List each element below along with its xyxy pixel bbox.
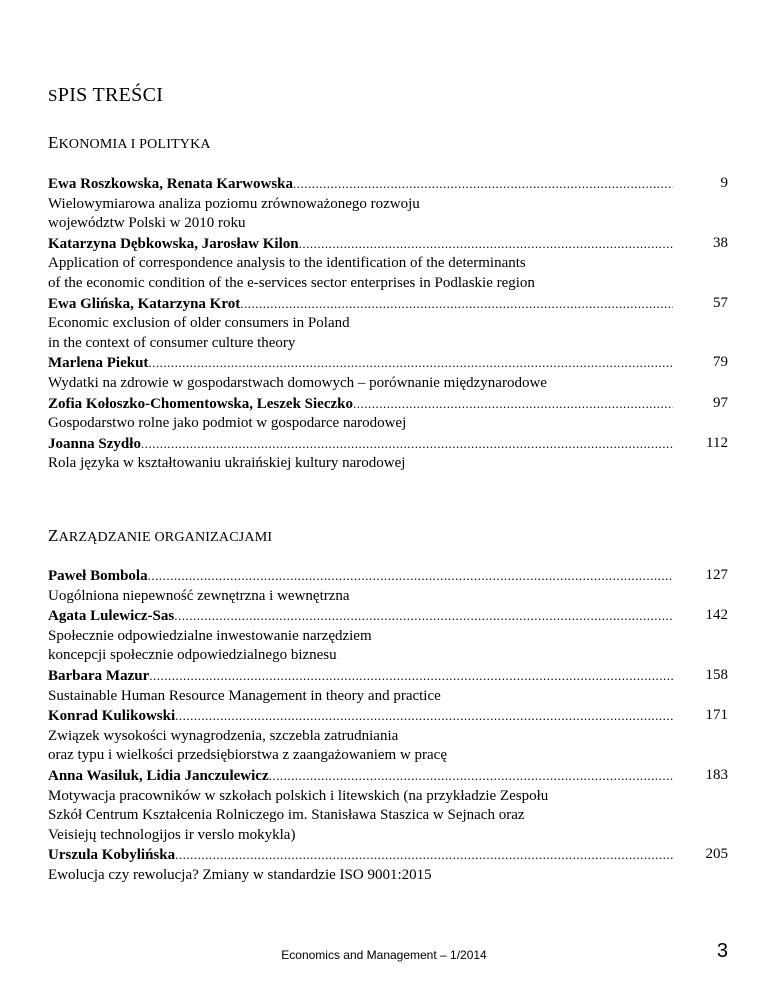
toc-entry[interactable] <box>48 353 728 393</box>
entry-author-line <box>48 606 673 627</box>
toc-entry[interactable] <box>48 706 728 766</box>
entry-authors: Anna Wasiluk, Lidia Janczulewicz <box>48 767 269 784</box>
toc-entry[interactable] <box>48 666 728 706</box>
entry-authors: Ewa Roszkowska, Renata Karwowska <box>48 176 294 192</box>
page-title <box>48 84 163 107</box>
dot-leader <box>148 566 673 586</box>
dot-leader <box>148 353 673 373</box>
toc-entry[interactable] <box>48 394 728 434</box>
entry-page-number: 112 <box>706 434 728 451</box>
entry-title: Gospodarstwo rolne jako podmiot w gospodarce narodowej <box>48 415 407 432</box>
entry-page-number: 127 <box>705 567 728 583</box>
entry-authors: Barbara Mazur <box>48 667 150 684</box>
section-heading-initial: Z <box>48 526 59 545</box>
dot-leader <box>293 174 673 194</box>
entry-authors: Joanna Szydło <box>48 435 141 452</box>
entry-page-number: 205 <box>705 846 728 863</box>
toc-entry[interactable] <box>48 174 728 234</box>
toc-entry[interactable] <box>48 566 728 606</box>
entry-author-line <box>48 394 673 415</box>
entry-page-number: 38 <box>713 234 728 251</box>
entry-authors: Zofia Kołoszko-Chomentowska, Leszek Sieczko <box>48 395 353 412</box>
entry-page-number: 171 <box>705 707 728 724</box>
entry-title: Społecznie odpowiedzialne inwestowanie narzędziem koncepcji społecznie odpowiedzialnego biznesu <box>48 627 372 664</box>
dot-leader <box>175 845 673 865</box>
dot-leader <box>174 606 673 626</box>
entry-author-line <box>48 666 673 687</box>
entry-author-line <box>48 566 673 587</box>
dot-leader <box>175 706 673 726</box>
toc-entry[interactable] <box>48 766 728 845</box>
section-heading-rest: ARZĄDZANIE ORGANIZACJAMI <box>58 530 273 545</box>
page-title-rest: PIS TREŚCI <box>57 84 164 106</box>
entry-title: Economic exclusion of older consumers in Poland in the context of consumer culture theory <box>48 315 350 351</box>
entry-authors: Paweł Bombola <box>48 568 148 584</box>
entry-authors: Konrad Kulikowski <box>48 708 176 725</box>
dot-leader <box>353 394 673 414</box>
dot-leader <box>240 294 673 314</box>
entry-authors: Katarzyna Dębkowska, Jarosław Kilon <box>48 235 299 252</box>
section-heading-rest: KONOMIA I POLITYKA <box>58 137 211 152</box>
toc-entry[interactable] <box>48 845 728 885</box>
entry-title: Uogólniona niepewność zewnętrzna i wewnętrzna <box>48 587 350 604</box>
entry-author-line <box>48 845 673 866</box>
entry-author-line <box>48 434 673 455</box>
toc-entry[interactable] <box>48 606 728 666</box>
entry-author-line <box>48 706 673 727</box>
footer-journal-name: Economics and Management – 1/2014 <box>281 948 487 962</box>
entry-title: Motywacja pracowników w szkołach polskich i litewskich (na przykładzie Zespołu Szkół Centrum Kształcenia Rolniczego im. Stanisława Staszica w Sejnach oraz Veisiejų technologijos ir verslo mokykla) <box>48 787 549 843</box>
entry-authors: Urszula Kobylińska <box>48 847 176 864</box>
dot-leader <box>299 234 673 254</box>
page-title-initial: S <box>48 86 58 105</box>
entry-author-line <box>48 174 673 195</box>
toc-section-ekonomia <box>48 174 728 474</box>
entry-page-number: 79 <box>713 354 728 371</box>
entry-page-number: 158 <box>705 666 728 683</box>
section-heading-ekonomia <box>48 133 211 153</box>
entry-page-number: 97 <box>713 394 728 411</box>
footer-page-number: 3 <box>716 940 728 962</box>
entry-authors: Ewa Glińska, Katarzyna Krot <box>48 295 241 312</box>
entry-title: Application of correspondence analysis to the identification of the determinants of the economic condition of the e-services sector enterprises in Podlaskie region <box>48 255 535 291</box>
entry-author-line <box>48 766 673 787</box>
entry-page-number: 142 <box>705 607 728 624</box>
entry-title: Związek wysokości wynagrodzenia, szczebla zatrudniania oraz typu i wielkości przedsiębiorstwa z zaangażowaniem w pracę <box>48 727 447 764</box>
toc-entry[interactable] <box>48 434 728 474</box>
entry-authors: Agata Lulewicz-Sas <box>48 608 175 625</box>
dot-leader <box>149 666 673 686</box>
entry-author-line <box>48 353 673 374</box>
entry-page-number: 57 <box>713 294 728 311</box>
entry-title: Rola języka w kształtowaniu ukraińskiej kultury narodowej <box>48 455 406 472</box>
dot-leader <box>141 434 673 454</box>
section-heading-initial: E <box>48 133 59 152</box>
entry-page-number: 183 <box>705 766 728 783</box>
entry-title: Sustainable Human Resource Management in theory and practice <box>48 687 441 704</box>
entry-authors: Marlena Piekut <box>48 355 149 372</box>
toc-section-zarzadzanie <box>48 566 728 886</box>
entry-author-line <box>48 234 673 255</box>
entry-title: Wydatki na zdrowie w gospodarstwach domowych – porównanie międzynarodowe <box>48 374 547 391</box>
entry-title: Wielowymiarowa analiza poziomu zrównoważonego rozwoju województw Polski w 2010 roku <box>48 195 420 232</box>
section-heading-zarzadzanie <box>48 526 272 546</box>
entry-title: Ewolucja czy rewolucja? Zmiany w standardzie ISO 9001:2015 <box>48 866 432 883</box>
dot-leader <box>269 766 673 786</box>
entry-page-number: 9 <box>720 175 728 191</box>
toc-entry[interactable] <box>48 294 728 354</box>
toc-entry[interactable] <box>48 234 728 294</box>
entry-author-line <box>48 294 673 315</box>
